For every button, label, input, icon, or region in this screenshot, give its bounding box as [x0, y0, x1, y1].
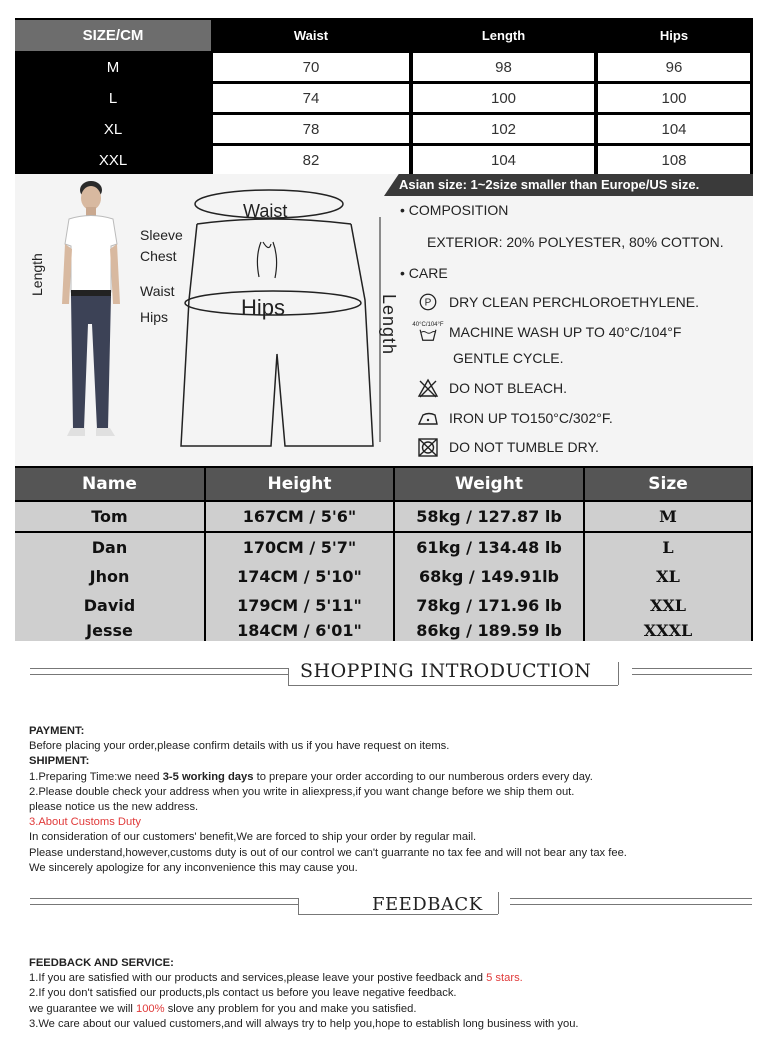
length-cell: 104 [413, 146, 594, 174]
divider [288, 668, 289, 685]
model-size-cell: M [585, 502, 751, 531]
divider [30, 898, 298, 899]
care-subtext: GENTLE CYCLE. [453, 350, 564, 366]
length-cell: 100 [413, 84, 594, 112]
shopping-info-text [29, 724, 627, 876]
divider [288, 685, 618, 686]
care-item [415, 436, 599, 458]
model-name-cell: David [15, 591, 204, 620]
waist-cell: 82 [213, 146, 409, 174]
care-text: DO NOT TUMBLE DRY. [449, 439, 599, 455]
no-bleach-icon [415, 377, 441, 399]
model-weight-cell: 58kg / 127.87 lb [395, 502, 583, 531]
size-chart-table [15, 18, 753, 174]
model-height-cell: 170CM / 5'7" [206, 533, 393, 562]
care-item [415, 291, 699, 313]
care-text: DO NOT BLEACH. [449, 380, 567, 396]
model-size-cell: XL [585, 562, 751, 591]
composition-title: • COMPOSITION [400, 202, 509, 218]
model-table-header: Name [15, 468, 204, 500]
model-length-label: Length [29, 253, 45, 296]
divider [510, 904, 752, 905]
model-height-cell: 174CM / 5'10" [206, 562, 393, 591]
care-text: IRON UP TO150°C/302°F. [449, 410, 613, 426]
waist-cell: 78 [213, 115, 409, 143]
customs-line-2: Please understand,however,customs duty is out of our control we can't guarrante no tax fee and will not bear any tax fee. [29, 846, 627, 859]
model-weight-cell: 68kg / 149.91lb [395, 562, 583, 591]
divider [30, 904, 298, 905]
model-name-cell: Tom [15, 502, 204, 531]
customs-line-3: We sincerely apologize for any inconvenience this may cause you. [29, 861, 358, 874]
model-name-cell: Dan [15, 533, 204, 562]
model-table-header-row [15, 468, 753, 500]
model-height-cell: 179CM / 5'11" [206, 591, 393, 620]
hips-cell: 100 [598, 84, 750, 112]
divider [632, 674, 752, 675]
dry-clean-p-icon [415, 291, 441, 313]
feedback-label: FEEDBACK AND SERVICE: [29, 957, 174, 969]
table-row [15, 84, 753, 112]
divider [618, 662, 619, 685]
shorts-hips-label: Hips [241, 295, 286, 320]
model-weight-cell: 78kg / 171.96 lb [395, 591, 583, 620]
shipment-line-2: 2.Please double check your address when you write in aliexpress,if you want change before we ship them out. [29, 785, 575, 798]
product-info-panel [15, 174, 753, 466]
model-table-header: Size [585, 468, 751, 500]
model-height-cell: 167CM / 5'6" [206, 502, 393, 531]
wash-40-icon: 40°C/104°F [415, 321, 441, 343]
shipment-line-3: please notice us the new address. [29, 801, 199, 814]
model-name-cell: Jhon [15, 562, 204, 591]
divider [632, 668, 752, 669]
model-size-cell: XXL [585, 591, 751, 620]
customs-duty-label: 3.About Customs Duty [29, 816, 141, 829]
size-cell: L [15, 84, 211, 112]
model-hips-label: Hips [140, 309, 169, 325]
model-name-cell: Jesse [15, 620, 204, 641]
composition-text: EXTERIOR: 20% POLYESTER, 80% COTTON. [427, 234, 724, 250]
size-chart-header: SIZE/CM [15, 20, 211, 51]
model-table-header: Height [206, 468, 393, 500]
svg-text:P: P [424, 297, 432, 309]
care-item [415, 407, 613, 429]
waist-cell: 74 [213, 84, 409, 112]
shorts-length-label: Length [379, 294, 399, 356]
hips-cell: 104 [598, 115, 750, 143]
hips-cell: 96 [598, 53, 750, 81]
divider [498, 892, 499, 914]
feedback-title: FEEDBACK [372, 894, 483, 915]
iron-icon [415, 407, 441, 429]
payment-label: PAYMENT: [29, 725, 85, 737]
shorts-waist-label: Waist [243, 201, 288, 221]
table-row [15, 591, 753, 620]
feedback-info-text [29, 956, 579, 1032]
model-size-table [15, 466, 753, 641]
size-chart-header: Hips [659, 28, 689, 43]
model-size-cell: XXXL [585, 620, 751, 641]
table-row [15, 115, 753, 143]
size-cell: XXL [15, 146, 211, 174]
table-row [15, 562, 753, 591]
care-text: MACHINE WASH UP TO 40°C/104°F [449, 324, 682, 340]
feedback-line-3: we guarantee we will 100% slove any problem for you and make you satisfied. [29, 1002, 417, 1015]
table-row [15, 146, 753, 174]
feedback-line-2: 2.If you don't satisfied our products,pls contact us before you leave negative feedback. [29, 987, 457, 1000]
care-text: DRY CLEAN PERCHLOROETHYLENE. [449, 294, 699, 310]
no-tumble-dry-icon [415, 436, 441, 458]
asian-size-note: Asian size: 1~2size smaller than Europe/US size. [399, 177, 700, 192]
model-table-header: Weight [395, 468, 583, 500]
table-row [15, 502, 753, 531]
care-title: • CARE [400, 265, 448, 281]
size-cell: M [15, 53, 211, 81]
size-chart-header: Waist [293, 28, 329, 43]
divider [30, 674, 288, 675]
model-weight-cell: 61kg / 134.48 lb [395, 533, 583, 562]
table-row [15, 620, 753, 641]
hips-cell: 108 [598, 146, 750, 174]
model-chest-label: Chest [140, 248, 177, 264]
model-weight-cell: 86kg / 189.59 lb [395, 620, 583, 641]
payment-text: Before placing your order,please confirm details with us if you have request on items. [29, 740, 450, 753]
model-figure-illustration [35, 174, 155, 466]
divider [298, 898, 299, 914]
shipment-label: SHIPMENT: [29, 755, 90, 768]
size-chart-header-row [15, 20, 753, 51]
table-row [15, 53, 753, 81]
waist-cell: 70 [213, 53, 409, 81]
divider [30, 668, 288, 669]
length-cell: 98 [413, 53, 594, 81]
model-size-cell: L [585, 533, 751, 562]
size-cell: XL [15, 115, 211, 143]
model-sleeve-label: Sleeve [140, 227, 183, 243]
shopping-intro-title: SHOPPING INTRODUCTION [300, 660, 592, 682]
care-item [412, 321, 682, 343]
table-row [15, 533, 753, 562]
size-chart-header: Length [481, 28, 526, 43]
length-cell: 102 [413, 115, 594, 143]
shipment-line-1: 1.Preparing Time:we need 3-5 working days to prepare your order according to our numberous orders every day. [29, 770, 593, 783]
model-height-cell: 184CM / 6'01" [206, 620, 393, 641]
divider [510, 898, 752, 899]
feedback-line-4: 3.We care about our valued customers,and will always try to help you,hope to establish long business with you. [29, 1017, 579, 1030]
model-waist-label: Waist [140, 283, 175, 299]
care-item [415, 377, 567, 399]
customs-line-1: In consideration of our customers' benefit,We are forced to ship your order by regular mail. [29, 831, 477, 844]
feedback-line-1: 1.If you are satisfied with our products and services,please leave your postive feedback and 5 stars. [29, 972, 523, 985]
